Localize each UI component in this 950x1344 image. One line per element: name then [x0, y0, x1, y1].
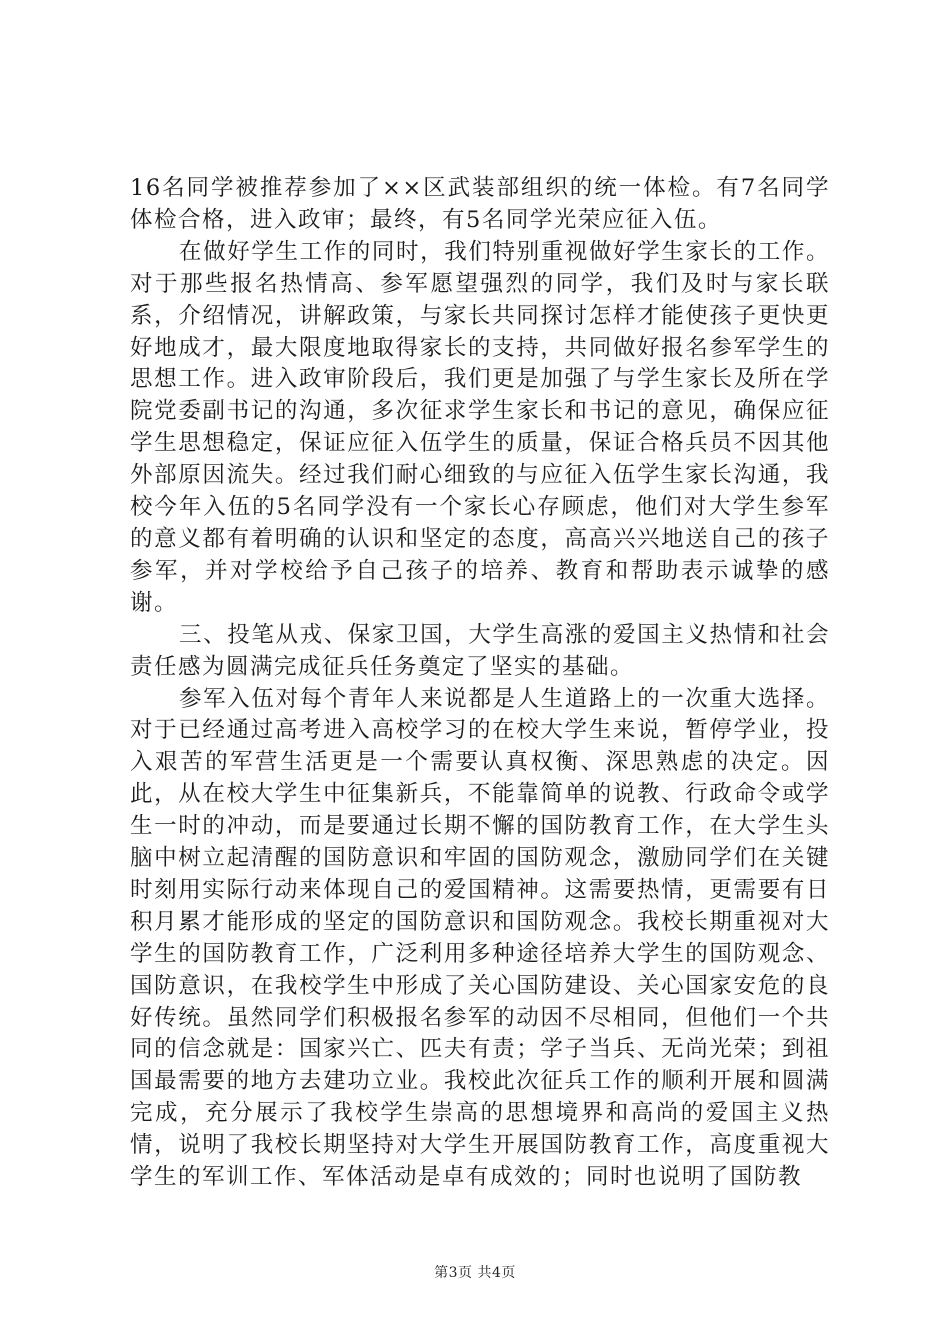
paragraph-parent-outreach: 在做好学生工作的同时，我们特别重视做好学生家长的工作。对于那些报名热情高、参军愿望强烈的同学，我们及时与家长联系，介绍情况，讲解政策，与家长共同探讨怎样才能使孩子更快更好地成才，最大限度地取得家长的支持，共同做好报名参军学生的思想工作。进入政审阶段后，我们更是加强了与学生家长及所在学院党委副书记的沟通，多次征求学生家长和书记的意见，确保应征学生思想稳定，保证应征入伍学生的质量，保证合格兵员不因其他外部原因流失。经过我们耐心细致的与应征入伍学生家长沟通，我校今年入伍的5名同学没有一个家长心存顾虑，他们对大学生参军的意义都有着明确的认识和坚定的态度，高高兴兴地送自己的孩子参军，并对学校给予自己孩子的培养、教育和帮助表示诚挚的感谢。	[130, 238, 830, 616]
page-number-footer: 第3页 共4页	[434, 1265, 516, 1281]
paragraph-defense-education: 参军入伍对每个青年人来说都是人生道路上的一次重大选择。对于已经通过高考进入高校学习的在校大学生来说，暂停学业，投入艰苦的军营生活更是一个需要认真权衡、深思熟虑的决定。因此，从在校大学生中征集新兵，不能靠简单的说教、行政命令或学生一时的冲动，而是要通过长期不懈的国防教育工作，在大学生头脑中树立起清醒的国防意识和牢固的国防观念，激励同学们在关键时刻用实际行动来体现自己的爱国精神。这需要热情，更需要有日积月累才能形成的坚定的国防意识和国防观念。我校长期重视对大学生的国防教育工作，广泛利用多种途径培养大学生的国防观念、国防意识，在我校学生中形成了关心国防建设、关心国家安危的良好传统。虽然同学们积极报名参军的动因不尽相同，但他们一个共同的信念就是：国家兴亡、匹夫有责；学子当兵、无尚光荣；到祖国最需要的地方去建功立业。我校此次征兵工作的顺利开展和圆满完成，充分展示了我校学生崇高的思想境界和高尚的爱国主义热情，说明了我校长期坚持对大学生开展国防教育工作，高度重视大学生的军训工作、军体活动是卓有成效的；同时也说明了国防教	[130, 685, 830, 1191]
section-heading-three: 三、投笔从戎、保家卫国，大学生高涨的爱国主义热情和社会责任感为圆满完成征兵任务奠定了坚实的基础。	[130, 621, 830, 680]
document-body	[130, 173, 830, 1194]
paragraph-continuation: 16名同学被推荐参加了××区武装部组织的统一体检。有7名同学体检合格，进入政审；最终，有5名同学光荣应征入伍。	[130, 175, 830, 233]
